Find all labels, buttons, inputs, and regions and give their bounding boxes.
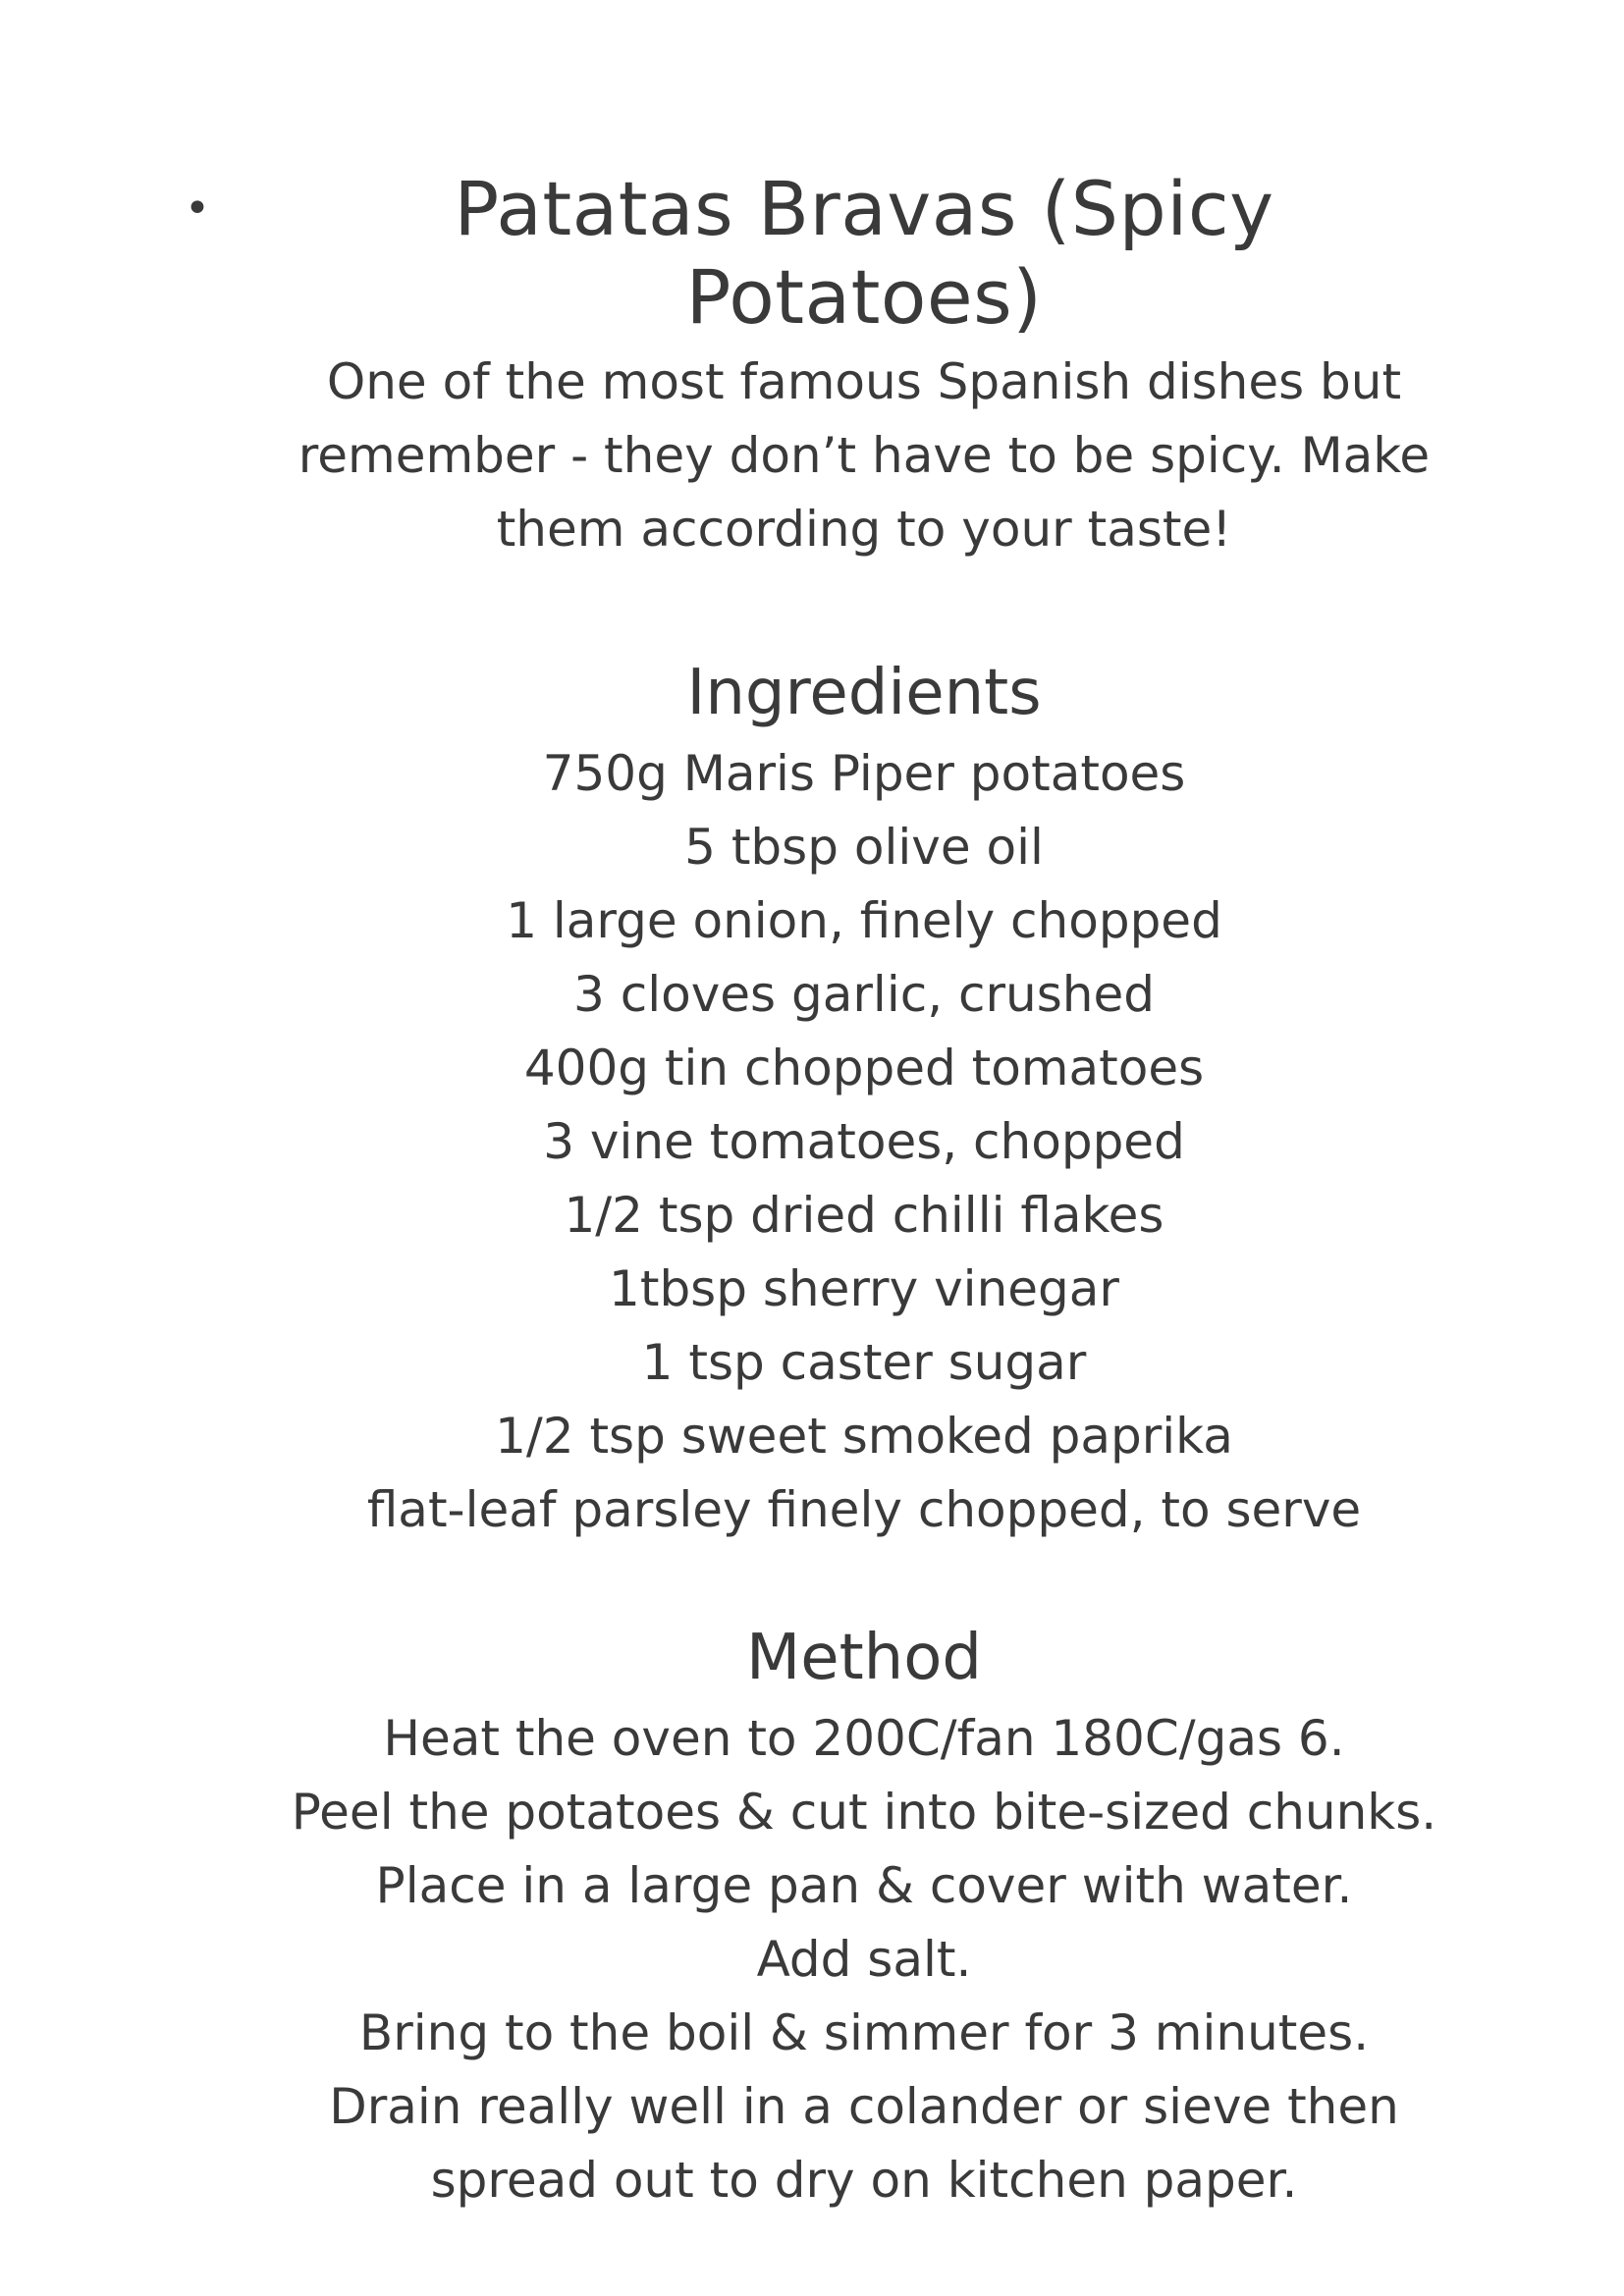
method-line: Heat the oven to 200C/fan 180C/gas 6. xyxy=(383,1710,1345,1767)
ingredient-item: 1/2 tsp dried chilli flakes xyxy=(564,1187,1164,1244)
ingredient-item: 1 tsp caster sugar xyxy=(641,1334,1087,1391)
method-line: Drain really well in a colander or sieve then xyxy=(329,2078,1399,2135)
ingredient-item: 1/2 tsp sweet smoked paprika xyxy=(495,1408,1233,1465)
method-line: Peel the potatoes & cut into bite-sized chunks. xyxy=(291,1784,1437,1841)
list-bullet: • xyxy=(185,184,210,234)
method-heading: Method xyxy=(745,1622,983,1694)
ingredient-item: 3 cloves garlic, crushed xyxy=(573,966,1155,1023)
intro-line: One of the most famous Spanish dishes but xyxy=(326,353,1402,410)
method-line: Bring to the boil & simmer for 3 minutes. xyxy=(358,2004,1370,2061)
method-line: Add salt. xyxy=(756,1931,972,1988)
ingredients-list xyxy=(275,737,1453,1547)
intro-line: remember - they don’t have to be spicy. Make xyxy=(298,427,1431,484)
method-line: spread out to dry on kitchen paper. xyxy=(430,2152,1298,2209)
method-line: Place in a large pan & cover with water. xyxy=(375,1857,1353,1914)
ingredients-heading: Ingredients xyxy=(686,657,1042,729)
recipe-title: Patatas Bravas (Spicy Potatoes) xyxy=(454,165,1274,341)
ingredient-item: 5 tbsp olive oil xyxy=(684,819,1044,876)
ingredient-item: 3 vine tomatoes, chopped xyxy=(543,1113,1185,1170)
recipe-intro xyxy=(275,346,1453,566)
ingredient-item: 750g Maris Piper potatoes xyxy=(542,745,1186,802)
ingredient-item: flat-leaf parsley finely chopped, to serve xyxy=(366,1481,1362,1538)
ingredient-item: 1tbsp sherry vinegar xyxy=(609,1260,1119,1317)
recipe-content xyxy=(275,165,1453,2217)
ingredient-item: 400g tin chopped tomatoes xyxy=(523,1040,1205,1096)
ingredient-item: 1 large onion, finely chopped xyxy=(506,892,1222,949)
intro-line: them according to your taste! xyxy=(496,501,1232,558)
method-list xyxy=(275,1702,1453,2217)
